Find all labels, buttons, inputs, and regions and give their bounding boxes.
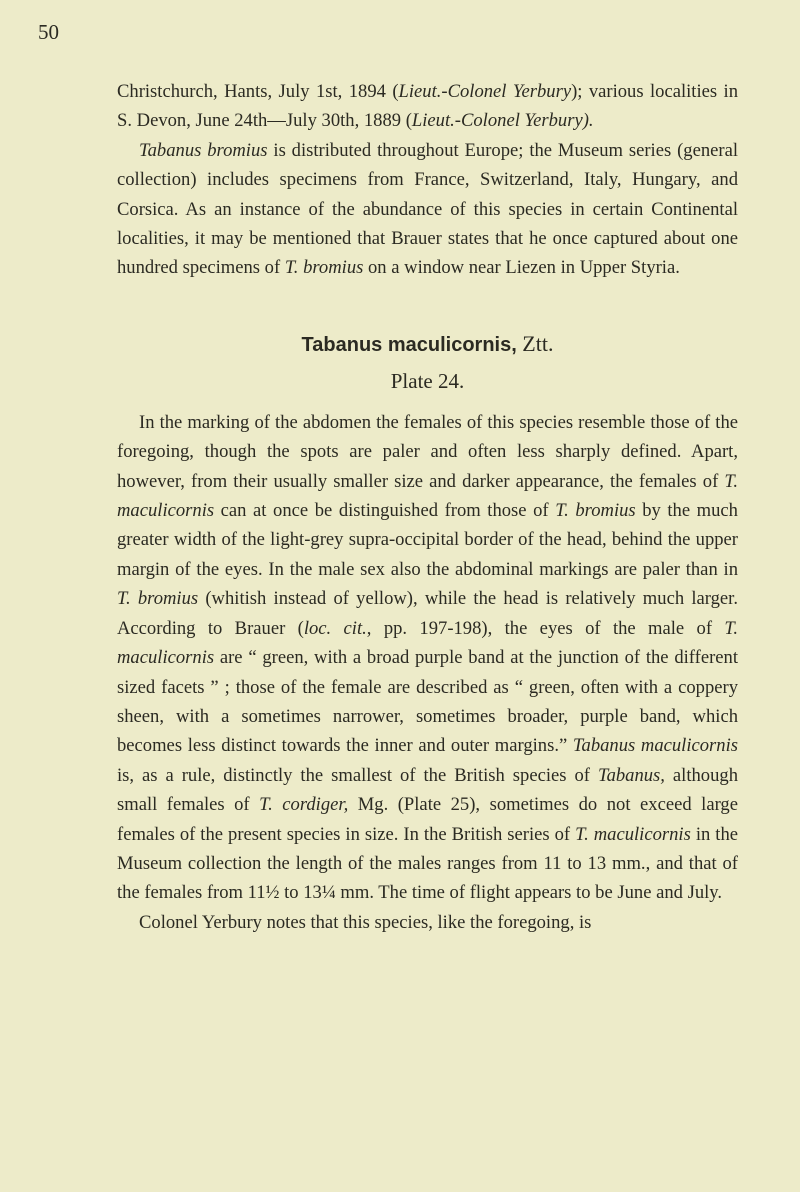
text-run: by the much greater width of the light-grey supra-occipital border of the head, behind the upper margin of the eyes. In the male sex also the abdominal markings are paler than in: [117, 500, 738, 580]
italic-run: T. maculicornis: [117, 470, 738, 522]
text-run: ); various localities in S. Devon, June 24th—July 30th, 1889 (: [117, 81, 738, 132]
text-run: , pp. 197-198), the eyes of the male of: [366, 617, 725, 639]
text-run: Colonel Yerbury notes that this species, like the foregoing, is: [139, 911, 592, 933]
text-run: is, as a rule, distinctly the smallest of the British species of: [117, 764, 598, 786]
paragraph-bromius-distribution: [117, 136, 738, 283]
text-run: in the Museum collection the length of the males ranges from 11 to 13 mm., and that of the females from 11½ to 13¼ mm. The time of flight appears to be June and July.: [117, 823, 738, 904]
italic-run: Tabanus bromius: [139, 139, 268, 161]
paragraph-localities: [117, 77, 738, 136]
text-run: although small females of: [117, 764, 738, 816]
text-run: can at once be distinguished from those of: [214, 500, 556, 522]
paragraph-yerbury-notes: [117, 908, 738, 937]
text-run: is distributed throughout Europe; the Museum series (general collection) includes specimens from France, Switzerland, Italy, Hungary, and Corsica. As an instance of the abundance of this species in certain Continental localities, it may be mentioned that Brauer states that he once captured about one hundred specimens of: [117, 139, 738, 279]
page-number: 50: [38, 20, 59, 44]
italic-run: T. bromius: [117, 588, 199, 610]
italic-run: loc. cit.: [303, 617, 367, 639]
italic-run: Tabanus maculicornis: [572, 735, 738, 757]
italic-run: Tabanus,: [597, 764, 665, 786]
italic-run: T. bromius: [284, 257, 364, 279]
italic-run: Lieut.-Colonel Yerbury).: [411, 110, 594, 132]
text-run: are “ green, with a broad purple band at the junction of the different sized facets ” ; those of the female are described as “ green, often with a coppery sheen, with a sometimes narrower, sometimes broader, purple band, which becomes less distinct towards the inner and outer margins.”: [117, 647, 738, 757]
text-run: (whitish instead of yellow), while the head is relatively much larger. According to Brauer (: [117, 588, 738, 639]
species-name: Tabanus maculicornis,: [301, 333, 517, 356]
section-heading: [117, 329, 738, 360]
italic-run: T. bromius: [555, 500, 636, 522]
plate-reference: Plate 24.: [390, 368, 465, 393]
species-author: Ztt.: [516, 330, 554, 356]
page-body: [117, 77, 738, 937]
text-run: In the marking of the abdomen the females of this species resemble those of the foregoing, though the spots are paler and often less sharply defined. Apart, however, from their usually smaller size and darker appearance, the females of: [117, 411, 738, 492]
paragraph-maculicornis-description: [117, 408, 738, 908]
text-run: Mg. (Plate 25), sometimes do not exceed large females of the present species in size. In the British series of: [117, 794, 738, 845]
text-run: Christchurch, Hants, July 1st, 1894 (: [117, 81, 399, 102]
italic-run: T. maculicornis: [117, 617, 738, 669]
italic-run: T. maculicornis: [575, 823, 691, 845]
text-run: on a window near Liezen in Upper Styria.: [363, 257, 680, 279]
italic-run: T. cordiger,: [259, 794, 349, 816]
italic-run: Lieut.-Colonel Yerbury: [398, 81, 572, 102]
